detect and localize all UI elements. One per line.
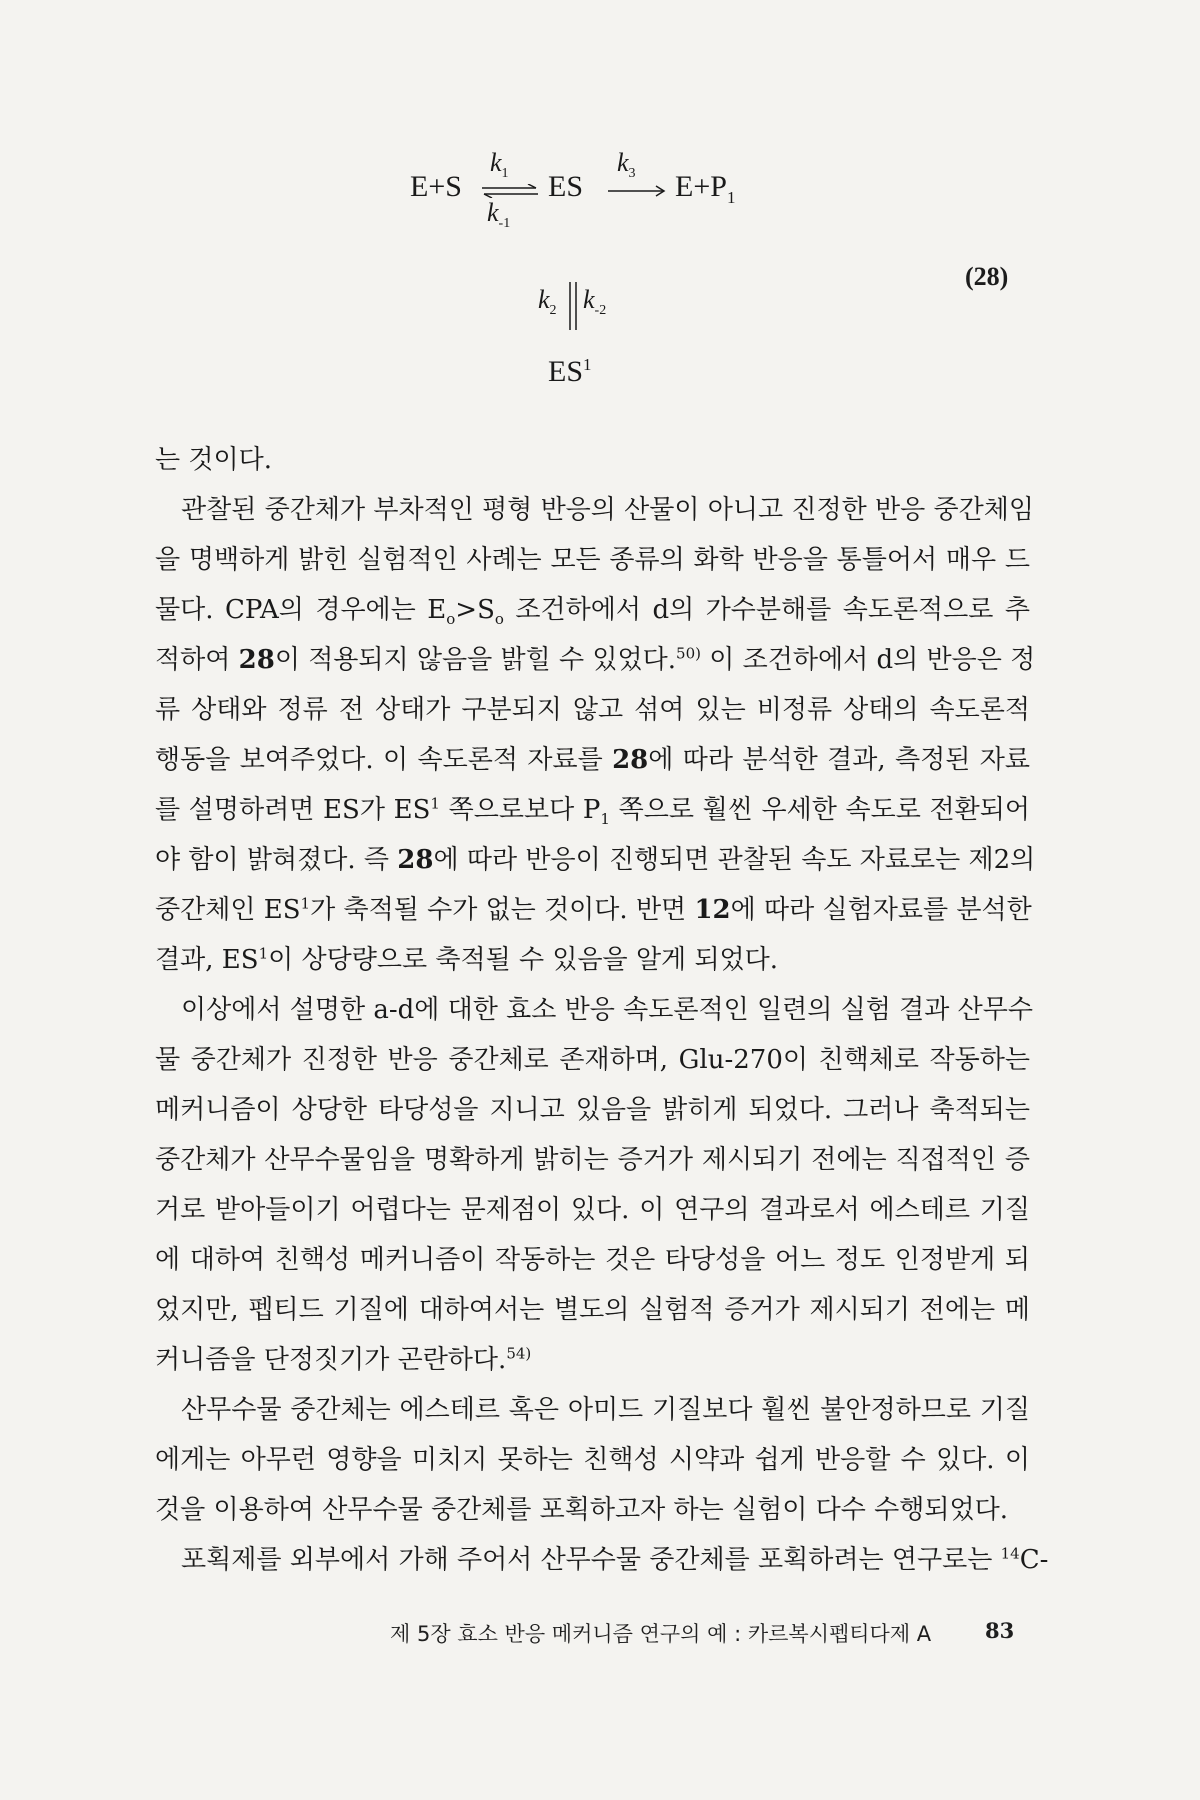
text-line: 적하여 28이 적용되지 않음을 밝힐 수 있었다.$^{50)}$ 이 조건하에서 d의 반응은 정 xyxy=(155,644,1036,675)
vertical-equilibrium-icon xyxy=(567,280,579,332)
equilibrium-arrow-icon xyxy=(480,184,540,198)
text-line: 거로 받아들이기 어렵다는 문제점이 있다. 이 연구의 결과로서 에스테르 기질 xyxy=(155,1195,1030,1225)
text-line: 류 상태와 정류 전 상태가 구분되지 않고 섞여 있는 비정류 상태의 속도론적 xyxy=(155,695,1030,725)
rate-constant-k1: $k_1$ xyxy=(490,148,509,182)
page-footer xyxy=(390,1618,1040,1648)
rate-constant-k-2: $k_{-2}$ xyxy=(583,285,607,319)
text-line: 것을 이용하여 산무수물 중간체를 포획하고자 하는 실험이 다수 수행되었다. xyxy=(155,1495,1008,1525)
running-head: 제 5장 효소 반응 메커니즘 연구의 예 : 카르복시펩티다제 A xyxy=(390,1622,932,1646)
enzyme-substrate-complex: ES xyxy=(548,170,584,203)
text-line: 메커니즘이 상당한 타당성을 지니고 있음을 밝히게 되었다. 그러나 축적되는 xyxy=(155,1095,1030,1125)
text-line: 포획제를 외부에서 가해 주어서 산무수물 중간체를 포획하려는 연구로는 $^{14}$C- xyxy=(181,1544,1049,1575)
page-number: 83 xyxy=(985,1618,1015,1643)
text-line: 이상에서 설명한 a-d에 대한 효소 반응 속도론적인 일련의 실험 결과 산무수 xyxy=(181,995,1033,1025)
text-line: 관찰된 중간체가 부차적인 평형 반응의 산물이 아니고 진정한 반응 중간체임 xyxy=(181,495,1034,525)
text-line: 물 중간체가 진정한 반응 중간체로 존재하며, Glu-270이 친핵체로 작동하는 xyxy=(155,1045,1030,1075)
rate-constant-k-1: $k_{-1}$ xyxy=(487,198,511,232)
text-line: 는 것이다. xyxy=(155,445,272,475)
rate-constant-k3: $k_3$ xyxy=(617,148,636,182)
text-line: 물다. CPA의 경우에는 $E_o>S_o$ 조건하에서 d의 가수분해를 속도론적으로 추 xyxy=(155,595,1030,629)
text-line: 를 설명하려면 ES가 $ES^1$ 쪽으로보다 $P_1$ 쪽으로 훨씬 우세한 속도로 전환되어 xyxy=(155,794,1030,829)
text-line: 행동을 보여주었다. 이 속도론적 자료를 28에 따라 분석한 결과, 측정된 자료 xyxy=(155,745,1030,775)
text-line: 을 명백하게 밝힌 실험적인 사례는 모든 종류의 화학 반응을 통틀어서 매우 드 xyxy=(155,545,1030,575)
rate-constant-k2: $k_2$ xyxy=(538,285,557,319)
products: $E+P_1$ xyxy=(675,170,736,207)
text-line: 커니즘을 단정짓기가 곤란하다.$^{54)}$ xyxy=(155,1344,532,1375)
text-line: 산무수물 중간체는 에스테르 혹은 아미드 기질보다 훨씬 불안정하므로 기질 xyxy=(181,1395,1030,1425)
text-line: 결과, $ES^1$이 상당량으로 축적될 수 있음을 알게 되었다. xyxy=(155,944,779,975)
equation-number: (28) xyxy=(965,262,1009,291)
text-line: 중간체가 산무수물임을 명확하게 밝히는 증거가 제시되기 전에는 직접적인 증 xyxy=(155,1145,1030,1175)
footnote-ref: 54) xyxy=(506,1344,532,1363)
forward-arrow-icon xyxy=(606,184,668,198)
text-line: 었지만, 펩티드 기질에 대하여서는 별도의 실험적 증거가 제시되기 전에는 메 xyxy=(155,1295,1030,1325)
footnote-ref: 50) xyxy=(676,644,701,663)
text-line: 야 함이 밝혀졌다. 즉 28에 따라 반응이 진행되면 관찰된 속도 자료로는 제2의 xyxy=(155,845,1036,875)
reactants: E+S xyxy=(410,170,462,203)
text-line: 중간체인 $ES^1$가 축적될 수가 없는 것이다. 반면 12에 따라 실험자료를 분석한 xyxy=(155,894,1032,925)
second-intermediate: $ES^1$ xyxy=(548,355,592,388)
text-line: 에 대하여 친핵성 메커니즘이 작동하는 것은 타당성을 어느 정도 인정받게 되 xyxy=(155,1245,1030,1275)
text-line: 에게는 아무런 영향을 미치지 못하는 친핵성 시약과 쉽게 반응할 수 있다. 이 xyxy=(155,1445,1030,1475)
